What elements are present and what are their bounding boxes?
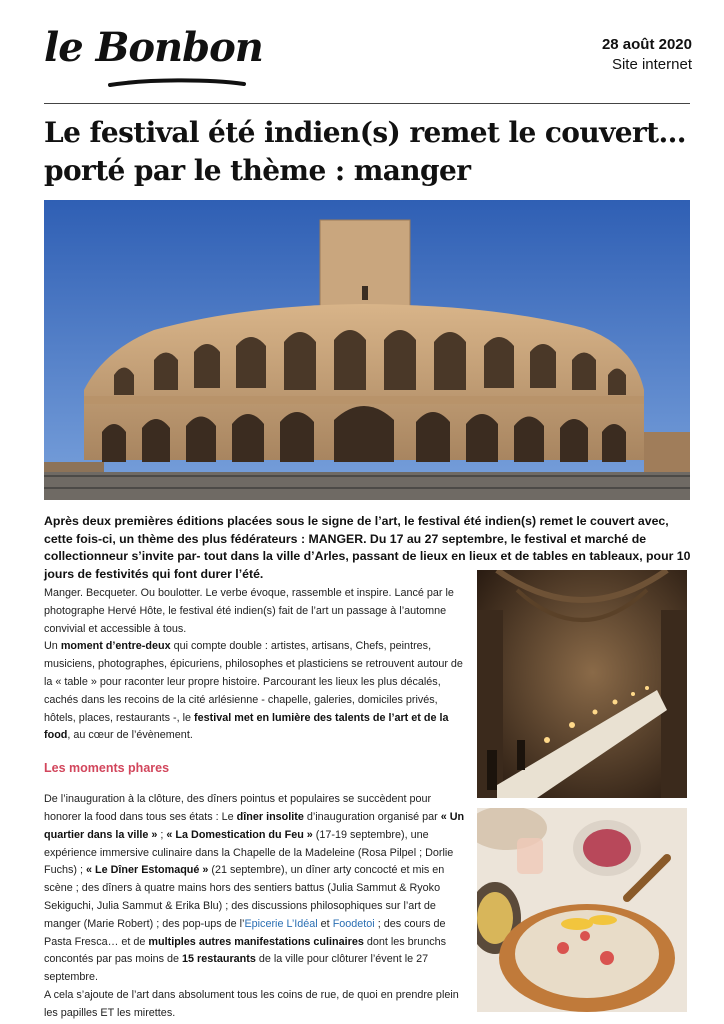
article-lead: Après deux premières éditions placées sous le signe de l’art, le festival été indien(s) remet le couvert avec, cette fois-ci, un thème des plus fédérateurs : MANGER. Du 17 au 27 septembre, le festival et marché de collectionneur s’invite par- tout dans la ville d’Arles, passant de lieux en lieux et de tables en tableaux, pour 10 jours de festivités qui font durer l’été. — [44, 514, 691, 581]
text-run: Un — [44, 640, 61, 653]
logo-swoosh — [108, 76, 248, 90]
text-run: ; des cours de Pasta Fresca… et de — [44, 917, 446, 948]
article-body — [44, 585, 468, 1023]
section-title-moments-phares: Les moments phares — [44, 761, 170, 776]
text-run: (21 septembre), un dîner arty concocté et mis en scène ; des dîners à quatre mains hors des sentiers battus (Julia Sammut & Ryoko Sekiguchi, Julia Sammut & Erika Blu) ; des discussions philosophiques sur l’art de manger (Marie Robert) ; des pop-ups de l’ — [44, 864, 445, 930]
arena-illustration — [44, 200, 690, 500]
link-epicerie-ideal[interactable]: Epicerie L’Idéal — [244, 917, 318, 930]
text-run: dont les brunchs concontés par pas moins de — [44, 935, 447, 966]
bold-run: moment d’entre-deux — [60, 640, 171, 653]
paragraph-closing: A cela s’ajoute de l’art dans absolument tous les coins de rue, de quoi en prendre plein les papilles ET les mirettes. — [44, 988, 459, 1019]
food-table-illustration — [477, 808, 687, 1012]
photo-food-table — [477, 808, 687, 1012]
publication-source: Site internet — [611, 56, 692, 73]
header-divider — [44, 103, 690, 104]
article-headline: Le festival été indien(s) remet le couvert… porté par le thème : manger — [44, 116, 686, 187]
logo-wordmark: le Bonbon — [44, 24, 263, 71]
text-run: (17-19 septembre), une expérience immersive culinaire dans la Chapelle de la Madeleine (Rosa Pilpel ; Dorlie Fuchs) ; — [44, 828, 454, 877]
le-bonbon-logo[interactable] — [44, 24, 284, 94]
paragraph-intro: Manger. Becqueter. Ou boulotter. Le verbe évoque, rassemble et inspire. Lancé par le photographe Hervé Hôte, le festival été indien(s) fait de l’art un passage à l’automne convivial et accessible à tous. — [44, 587, 454, 635]
text-run: et — [317, 917, 333, 930]
paragraph-program — [44, 791, 468, 987]
bold-run: multiples autres manifestations culinaires — [148, 935, 364, 948]
text-run: qui compte double : artistes, artisans, Chefs, peintres, musiciens, photographes, épicuriens, philosophes et plasticiens se retrouvent autour de la « table » pour raconter leur propre histoire. Parcourant les lieux les plus décalés, cachés dans les recoins de la cité arlésienne - chapelle, galeries, domiciles privés, hôtels, places, restaurants -, le — [44, 640, 463, 724]
text-run: ; — [157, 828, 167, 841]
link-foodetoi[interactable]: Foodetoi — [332, 917, 375, 930]
bold-run: festival met en lumière des talents de l’art et de la food — [44, 711, 449, 742]
bold-run: « La Domestication du Feu » — [166, 828, 313, 841]
chapel-dinner-illustration — [477, 570, 687, 798]
hero-photo-arles-arena — [44, 200, 690, 500]
text-run: De l’inauguration à la clôture, des dîners pointus et populaires se succèdent pour honorer la food dans tous ses états : Le — [44, 793, 432, 823]
bold-run: « Le Dîner Estomaqué » — [86, 864, 209, 877]
text-run: de la ville pour clôturer l’évent le 27 septembre. — [44, 953, 429, 984]
text-run: d’inauguration organisé par — [303, 810, 441, 823]
publication-meta — [602, 36, 692, 73]
bold-run: dîner insolite — [236, 810, 304, 823]
photo-chapel-dinner — [477, 570, 687, 798]
bold-run: 15 restaurants — [182, 953, 256, 966]
paragraph-entre-deux — [44, 638, 468, 745]
bold-run: « Un quartier dans la ville » — [44, 810, 465, 841]
text-run: , au cœur de l’évènement. — [67, 729, 193, 742]
publication-date: 28 août 2020 — [601, 36, 692, 53]
